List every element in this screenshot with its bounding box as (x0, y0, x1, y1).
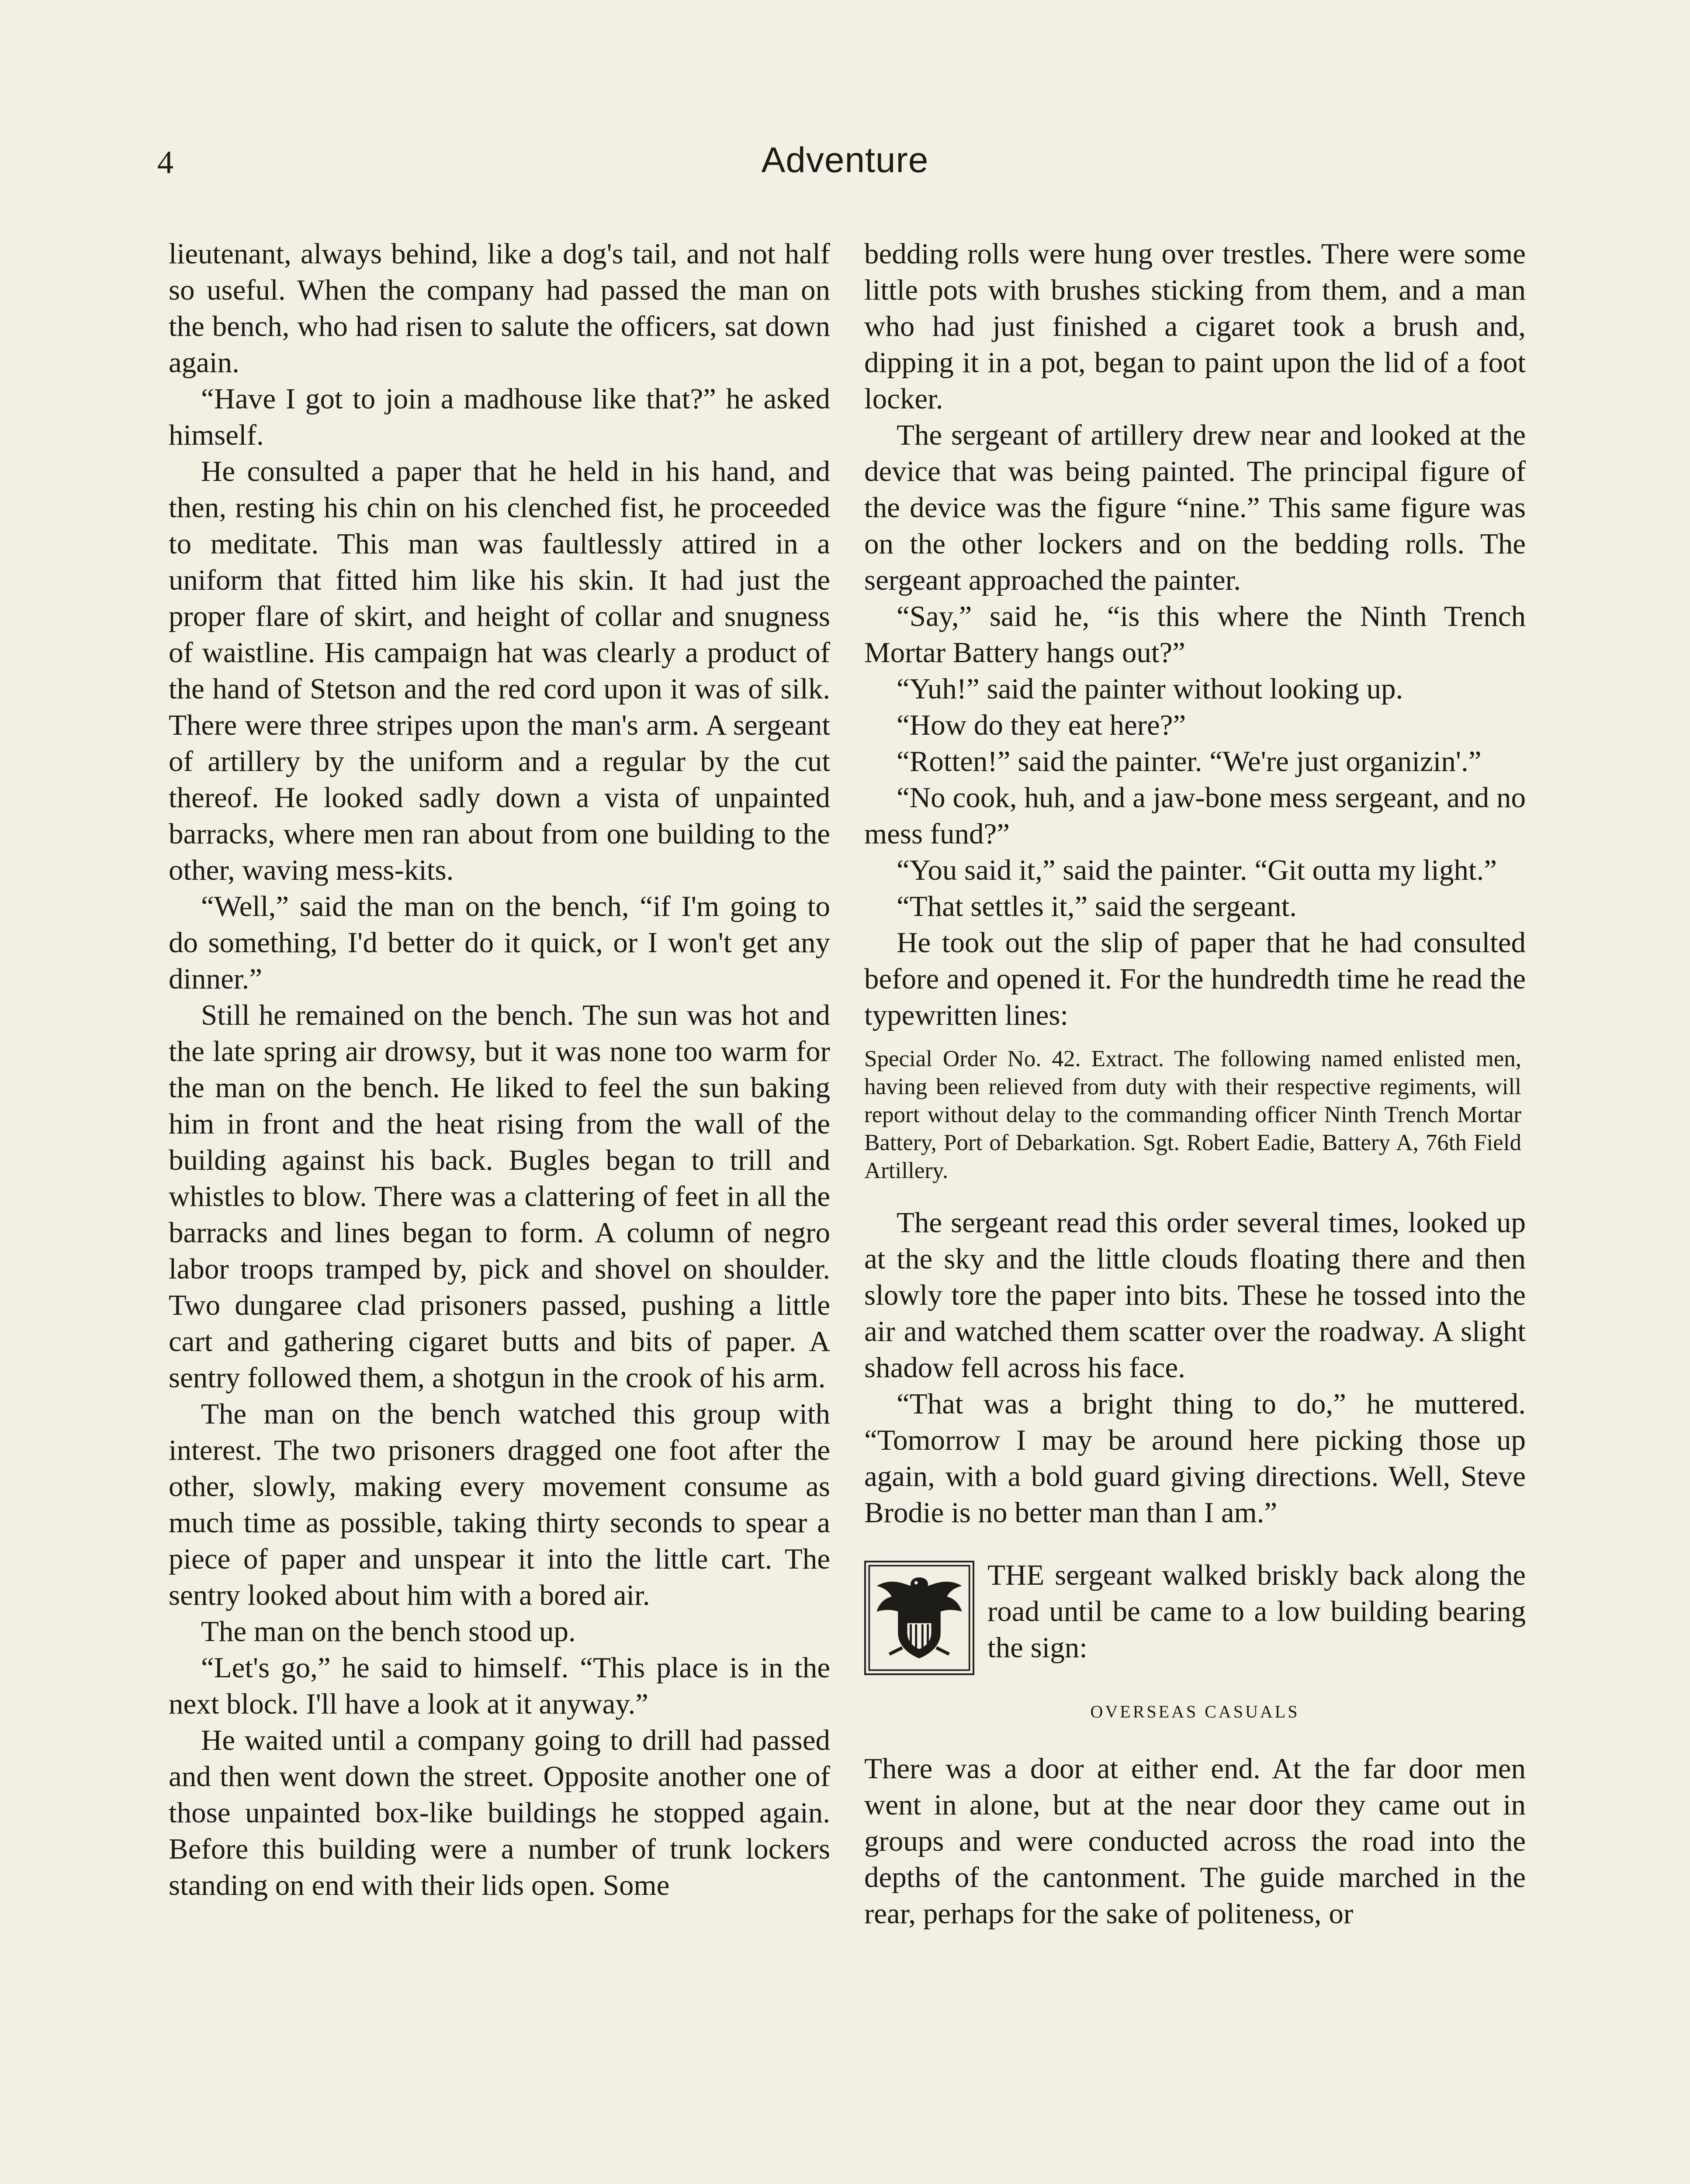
paragraph: “You said it,” said the painter. “Git outta my light.” (897, 854, 1497, 886)
right-column (864, 236, 1526, 1932)
paragraph: He took out the slip of paper that he had consulted before and opened it. For the hundredth time he read the typewritten lines: (864, 926, 1526, 1031)
paragraph: bedding rolls were hung over trestles. There were some little pots with brushes sticking from them, and a man who had just finished a cigaret took a brush and, dipping it in a pot, began to paint upon the lid of a foot locker. (864, 238, 1526, 415)
paragraph: lieutenant, always behind, like a dog's tail, and not half so useful. When the company had passed the man on the bench, who had risen to salute the officers, sat down again. (169, 238, 830, 379)
section-break (864, 1557, 1526, 1675)
special-order-extract: Special Order No. 42. Extract. The following named enlisted men, having been relieved from duty with their respective regiments, will report without delay to the commanding officer Ninth Trench Mortar Battery, Port of Debarkation. Sgt. Robert Eadie, Battery A, 76th Field Artillery. (864, 1046, 1521, 1183)
paragraph: “Yuh!” said the painter without looking up. (897, 673, 1403, 705)
paragraph: The sergeant read this order several times, looked up at the sky and the little clouds floating there and then slowly tore the paper into bits. These he tossed into the air and watched them scatter over the roadway. A slight shadow fell across his face. (864, 1206, 1526, 1384)
paragraph: “That was a bright thing to do,” he muttered. “Tomorrow I may be around here picking those up again, with a bold guard giving directions. Well, Steve Brodie is no better man than I am.” (864, 1388, 1526, 1529)
paragraph: He consulted a paper that he held in his hand, and then, resting his chin on his clenched fist, he proceeded to meditate. This man was faultlessly attired in a uniform that fitted him like his skin. It had just the proper flare of skirt, and height of collar and snugness of waistline. His campaign hat was clearly a product of the hand of Stetson and the red cord upon it was of silk. There were three stripes upon the man's arm. A sergeant of artillery by the uniform and a regular by the cut thereof. He looked sadly down a vista of unpainted barracks, where men ran about from one building to the other, waving mess-kits. (169, 455, 830, 886)
paragraph: He waited until a company going to drill had passed and then went down the street. Opposite another one of those unpainted box-like buildings he stopped again. Before this building were a number of trunk lockers standing on end with their lids open. Some (169, 1724, 830, 1901)
paragraph: There was a door at either end. At the far door men went in alone, but at the near door they came out in groups and were conducted across the road into the depths of the cantonment. The guide marched in the rear, perhaps for the sake of politeness, or (864, 1752, 1526, 1930)
paragraph: “Well,” said the man on the bench, “if I'm going to do something, I'd better do it quick, or I won't get any dinner.” (169, 890, 830, 995)
sign-text: OVERSEAS CASUALS (1090, 1702, 1300, 1721)
running-head: Adventure (761, 140, 929, 180)
paragraph: “Rotten!” said the painter. “We're just organizin'.” (897, 745, 1482, 778)
paragraph: “Say,” said he, “is this where the Ninth Trench Mortar Battery hangs out?” (864, 600, 1526, 669)
paragraph: The sergeant of artillery drew near and looked at the device that was being painted. The principal figure of the device was the figure “nine.” This same figure was on the other lockers and on the bedding rolls. The sergeant approached the painter. (864, 419, 1526, 596)
paragraph: “Let's go,” he said to himself. “This place is in the next block. I'll have a look at it anyway.” (169, 1652, 830, 1720)
paragraph: “No cook, huh, and a jaw-bone mess sergeant, and no mess fund?” (864, 781, 1526, 850)
paragraph: “How do they eat here?” (897, 709, 1186, 741)
paragraph: Still he remained on the bench. The sun was hot and the late spring air drowsy, but it was none too warm for the man on the bench. He liked to feel the sun baking him in front and the heat rising from the wall of the building against his back. Bugles began to trill and whistles to blow. There was a clattering of feet in all the barracks and lines began to form. A column of negro labor troops tramped by, pick and shovel on shoulder. Two dungaree clad prisoners passed, pushing a little cart and gathering cigaret butts and bits of paper. A sentry followed them, a shotgun in the crook of his arm. (169, 999, 830, 1394)
eagle-shield-icon (864, 1561, 974, 1675)
left-column (169, 236, 830, 1904)
paragraph: “That settles it,” said the sergeant. (897, 890, 1297, 923)
paragraph: “Have I got to join a madhouse like that?” he asked himself. (169, 383, 830, 451)
page-number: 4 (157, 145, 173, 180)
paragraph: The man on the bench stood up. (201, 1615, 576, 1648)
paragraph: The man on the bench watched this group with interest. The two prisoners dragged one foot after the other, slowly, making every movement consume as much time as possible, taking thirty seconds to spear a piece of paper and unspear it into the little cart. The sentry looked about him with a bored air. (169, 1398, 830, 1611)
section-opening-paragraph: THE sergeant walked briskly back along the road until be came to a low building bearing the sign: (987, 1559, 1526, 1664)
